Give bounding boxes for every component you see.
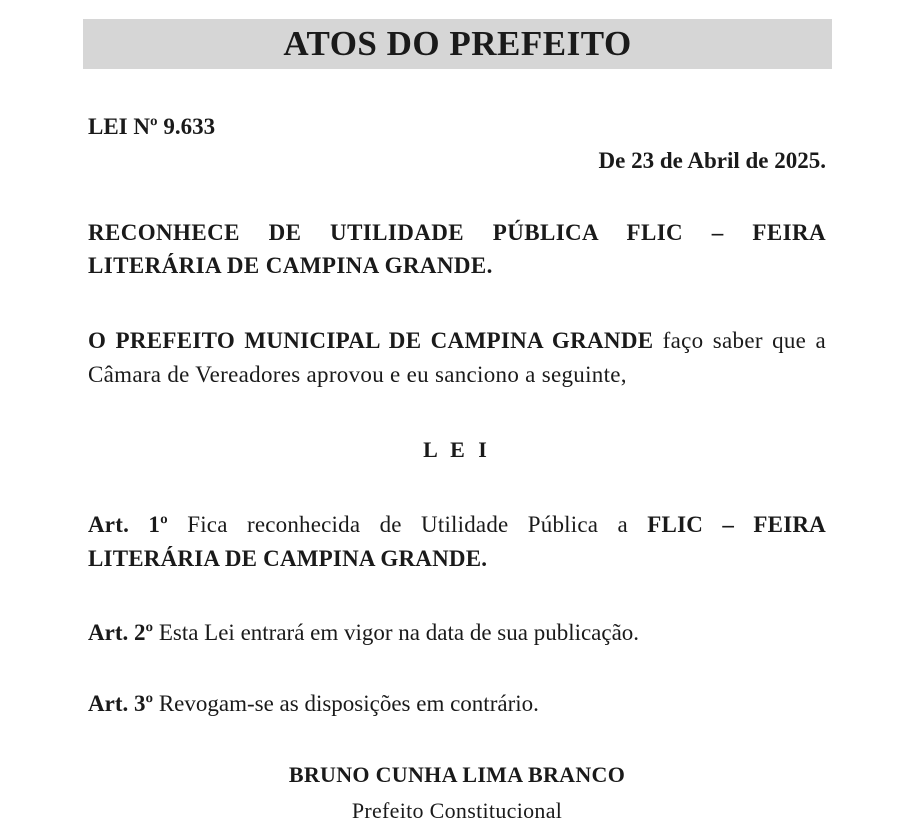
law-number: LEI Nº 9.633 — [88, 114, 216, 139]
article-3 — [88, 687, 826, 721]
preamble-paragraph — [88, 324, 826, 392]
signature-title: Prefeito Constitucional — [351, 798, 563, 823]
preamble-authority: O PREFEITO MUNICIPAL DE CAMPINA GRANDE — [88, 328, 654, 353]
lei-heading: L E I — [423, 437, 491, 462]
section-title: ATOS DO PREFEITO — [283, 24, 632, 63]
article-3-text: Revogam-se as disposições em contrário. — [153, 691, 539, 716]
section-header-bar — [83, 19, 832, 69]
article-1-label: Art. 1º — [88, 512, 168, 537]
preamble-text: faço saber que a Câmara de Vereadores aprovou e eu sanciono a seguinte, — [88, 328, 826, 387]
signature-name: BRUNO CUNHA LIMA BRANCO — [288, 762, 626, 787]
article-2 — [88, 616, 826, 650]
article-2-text: Esta Lei entrará em vigor na data de sua publicação. — [153, 620, 640, 645]
article-2-label: Art. 2º — [88, 620, 154, 645]
article-1-emphasis: FLIC – FEIRA LITERÁRIA DE CAMPINA GRANDE. — [88, 512, 826, 571]
article-1 — [88, 508, 826, 576]
article-1-text: Fica reconhecida de Utilidade Pública a — [167, 512, 648, 537]
article-3-label: Art. 3º — [88, 691, 154, 716]
law-ementa: RECONHECE DE UTILIDADE PÚBLICA FLIC – FEIRA LITERÁRIA DE CAMPINA GRANDE. — [88, 220, 826, 278]
law-date: De 23 de Abril de 2025. — [598, 148, 826, 173]
